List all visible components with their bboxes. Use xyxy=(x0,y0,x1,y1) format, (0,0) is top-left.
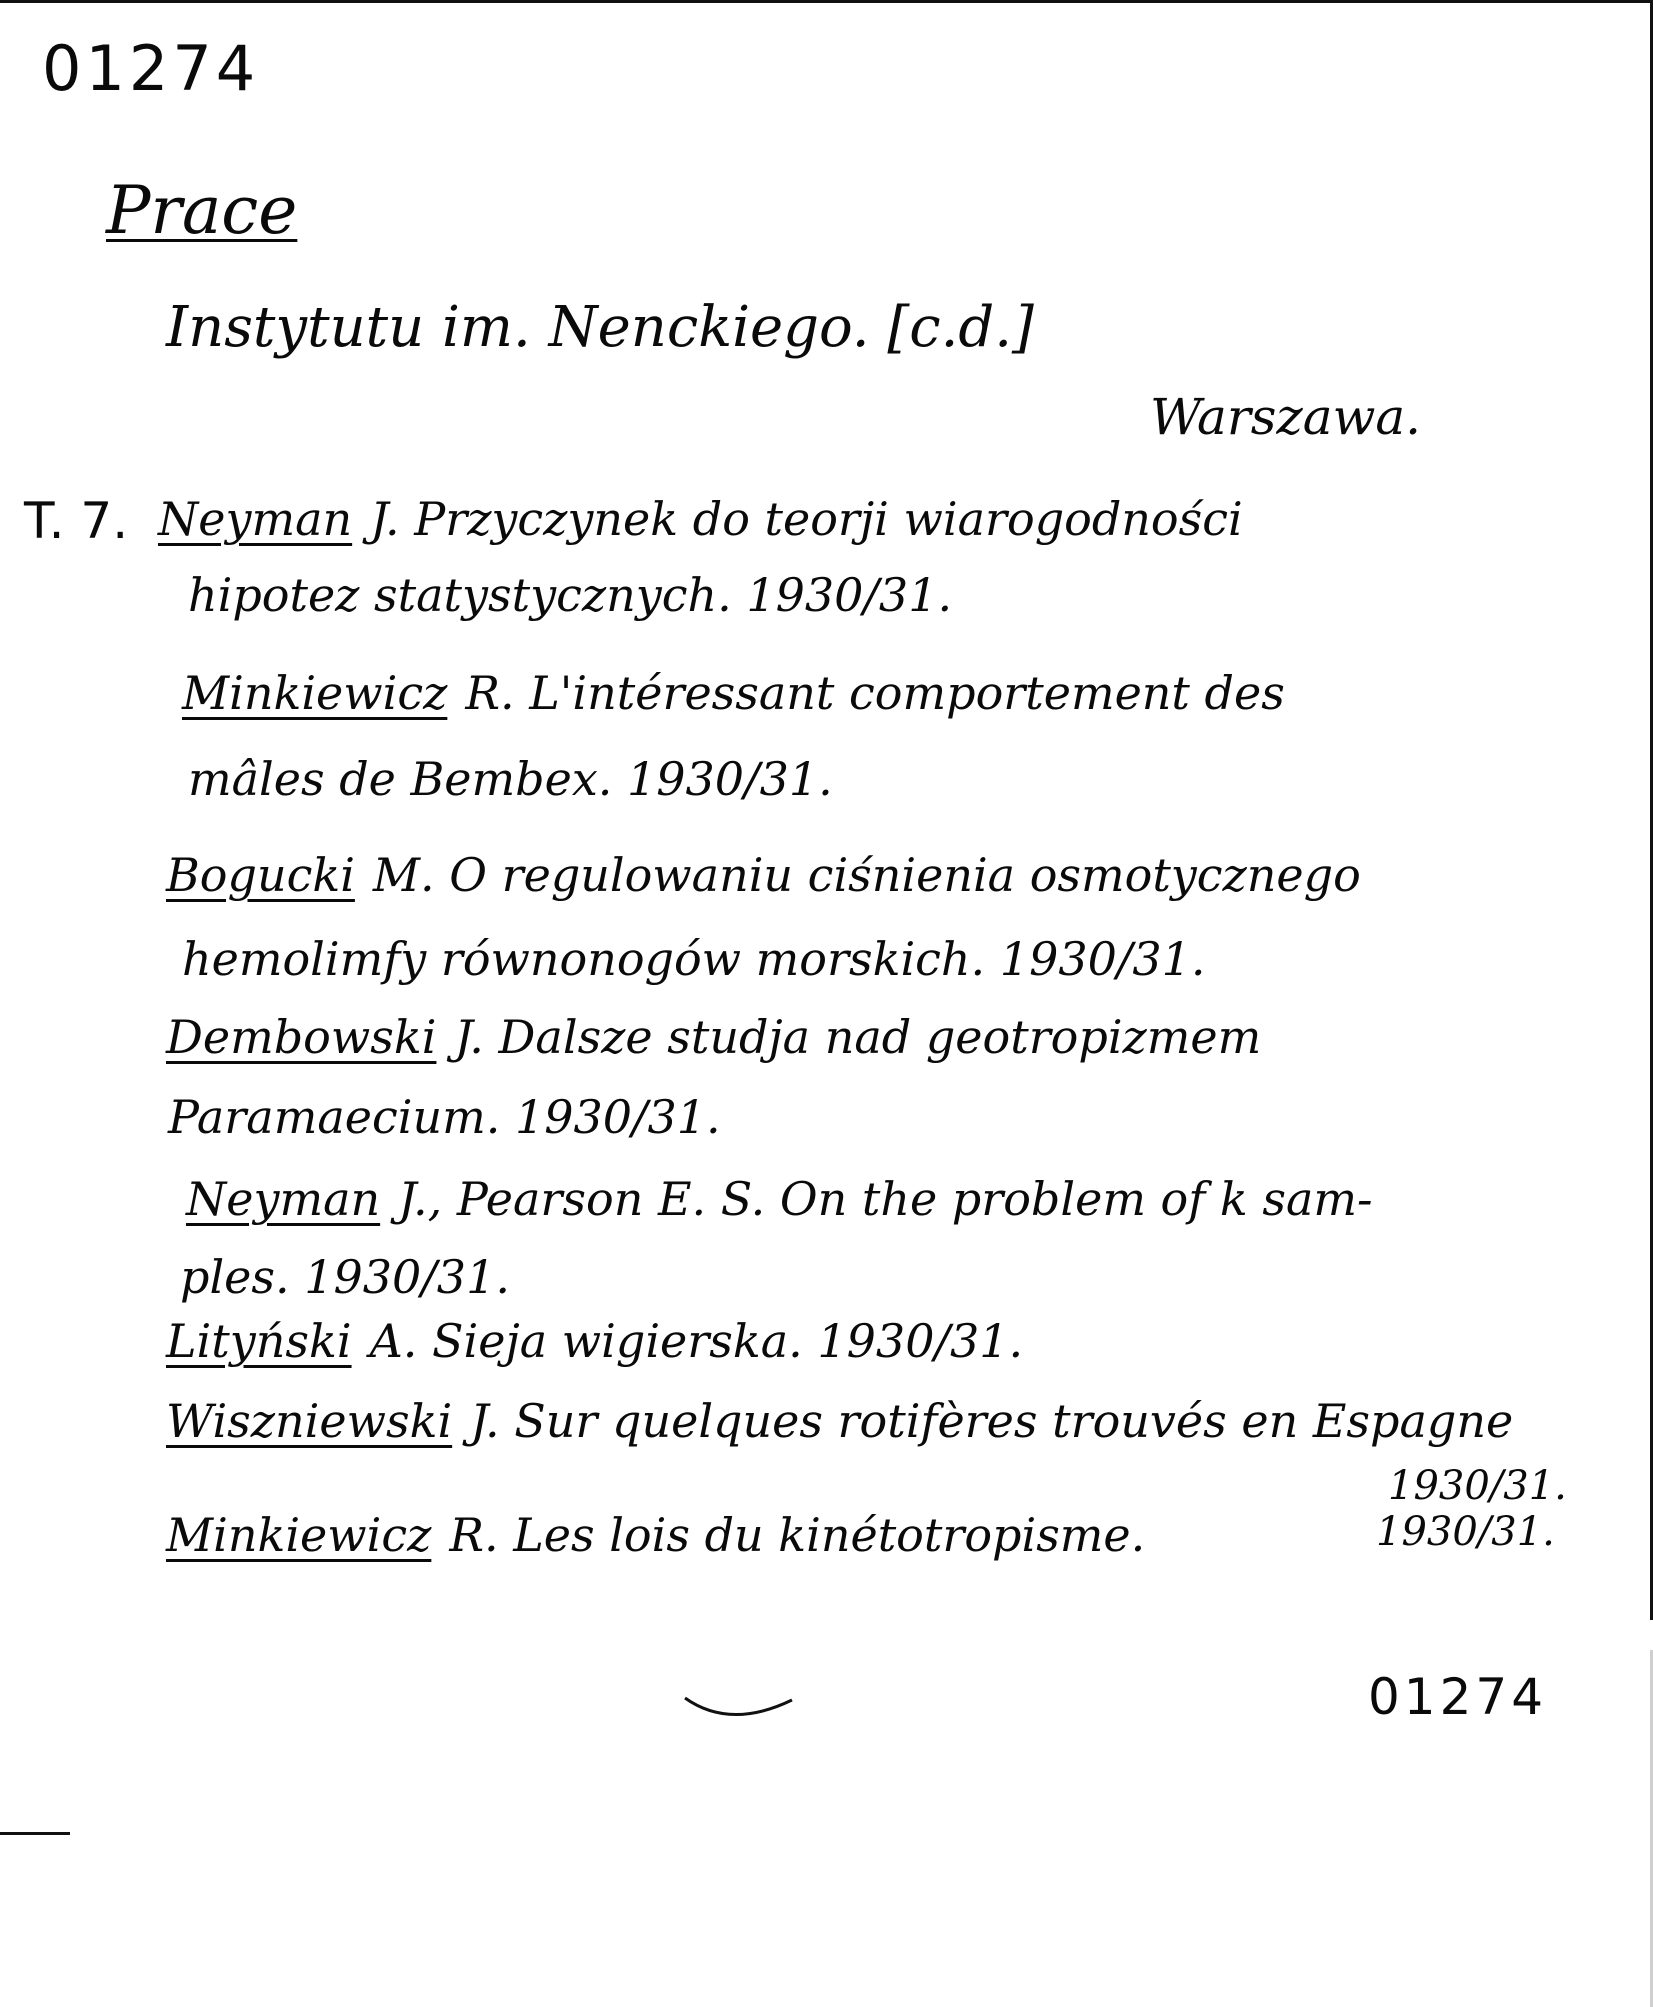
punch-hole-arc xyxy=(685,1698,792,1715)
entry-2-line-1 xyxy=(182,666,1285,720)
entry-7-line-1 xyxy=(166,1394,1514,1448)
card-heading: Prace xyxy=(106,172,298,249)
entry-8-title: R. Les lois du kinétotropisme. xyxy=(449,1508,1146,1562)
card-top-edge xyxy=(0,0,1653,3)
entry-1-author: Neyman xyxy=(158,492,353,546)
entry-4-title: J. Dalsze studja nad geotropizmem xyxy=(454,1010,1262,1064)
entry-8-author: Minkiewicz xyxy=(166,1508,432,1562)
entry-6-line-1 xyxy=(166,1314,1024,1368)
entry-1-line-2: hipotez statystycznych. 1930/31. xyxy=(188,568,953,622)
catalog-number: 01274 xyxy=(42,32,260,105)
entry-1-title: J. Przyczynek do teorji wiarogodności xyxy=(370,492,1243,546)
entry-4-line-2: Paramaecium. 1930/31. xyxy=(168,1090,721,1144)
margin-dash xyxy=(0,1832,70,1835)
entry-1-line-1 xyxy=(158,492,1243,546)
entry-8-line-2: 1930/31. xyxy=(1376,1509,1555,1555)
entry-5-title: J., Pearson E. S. On the problem of k sam- xyxy=(398,1172,1373,1226)
entry-2-line-2: mâles de Bembex. 1930/31. xyxy=(188,752,833,806)
entry-4-author: Dembowski xyxy=(166,1010,437,1064)
catalog-number-bottom: 01274 xyxy=(1368,1668,1548,1726)
volume-label: T. 7. xyxy=(24,492,129,550)
entry-3-author: Bogucki xyxy=(166,848,355,902)
entry-5-line-1 xyxy=(186,1172,1373,1226)
entry-7-line-2: 1930/31. xyxy=(1388,1463,1567,1509)
entry-5-line-2: ples. 1930/31. xyxy=(180,1250,510,1304)
entry-5-author: Neyman xyxy=(186,1172,381,1226)
card-subtitle: Instytutu im. Nenckiego. [c.d.] xyxy=(166,295,1034,360)
punch-hole-mark xyxy=(680,1690,800,1740)
entry-6-title: A. Sieja wigierska. 1930/31. xyxy=(369,1314,1024,1368)
entry-3-line-1 xyxy=(166,848,1361,902)
entry-7-title: J. Sur quelques rotifères trouvés en Espagne xyxy=(470,1394,1514,1448)
entry-3-line-2: hemolimfy równonogów morskich. 1930/31. xyxy=(182,932,1206,986)
entry-3-title: M. O regulowaniu ciśnienia osmotycznego xyxy=(372,848,1361,902)
entry-8-line-1 xyxy=(166,1508,1146,1562)
entry-7-author: Wiszniewski xyxy=(166,1394,453,1448)
entry-4-line-1 xyxy=(166,1010,1262,1064)
publication-place: Warszawa. xyxy=(1150,388,1422,446)
entry-6-author: Lityński xyxy=(166,1314,352,1368)
entry-2-title: R. L'intéressant comportement des xyxy=(465,666,1285,720)
entry-2-author: Minkiewicz xyxy=(182,666,448,720)
